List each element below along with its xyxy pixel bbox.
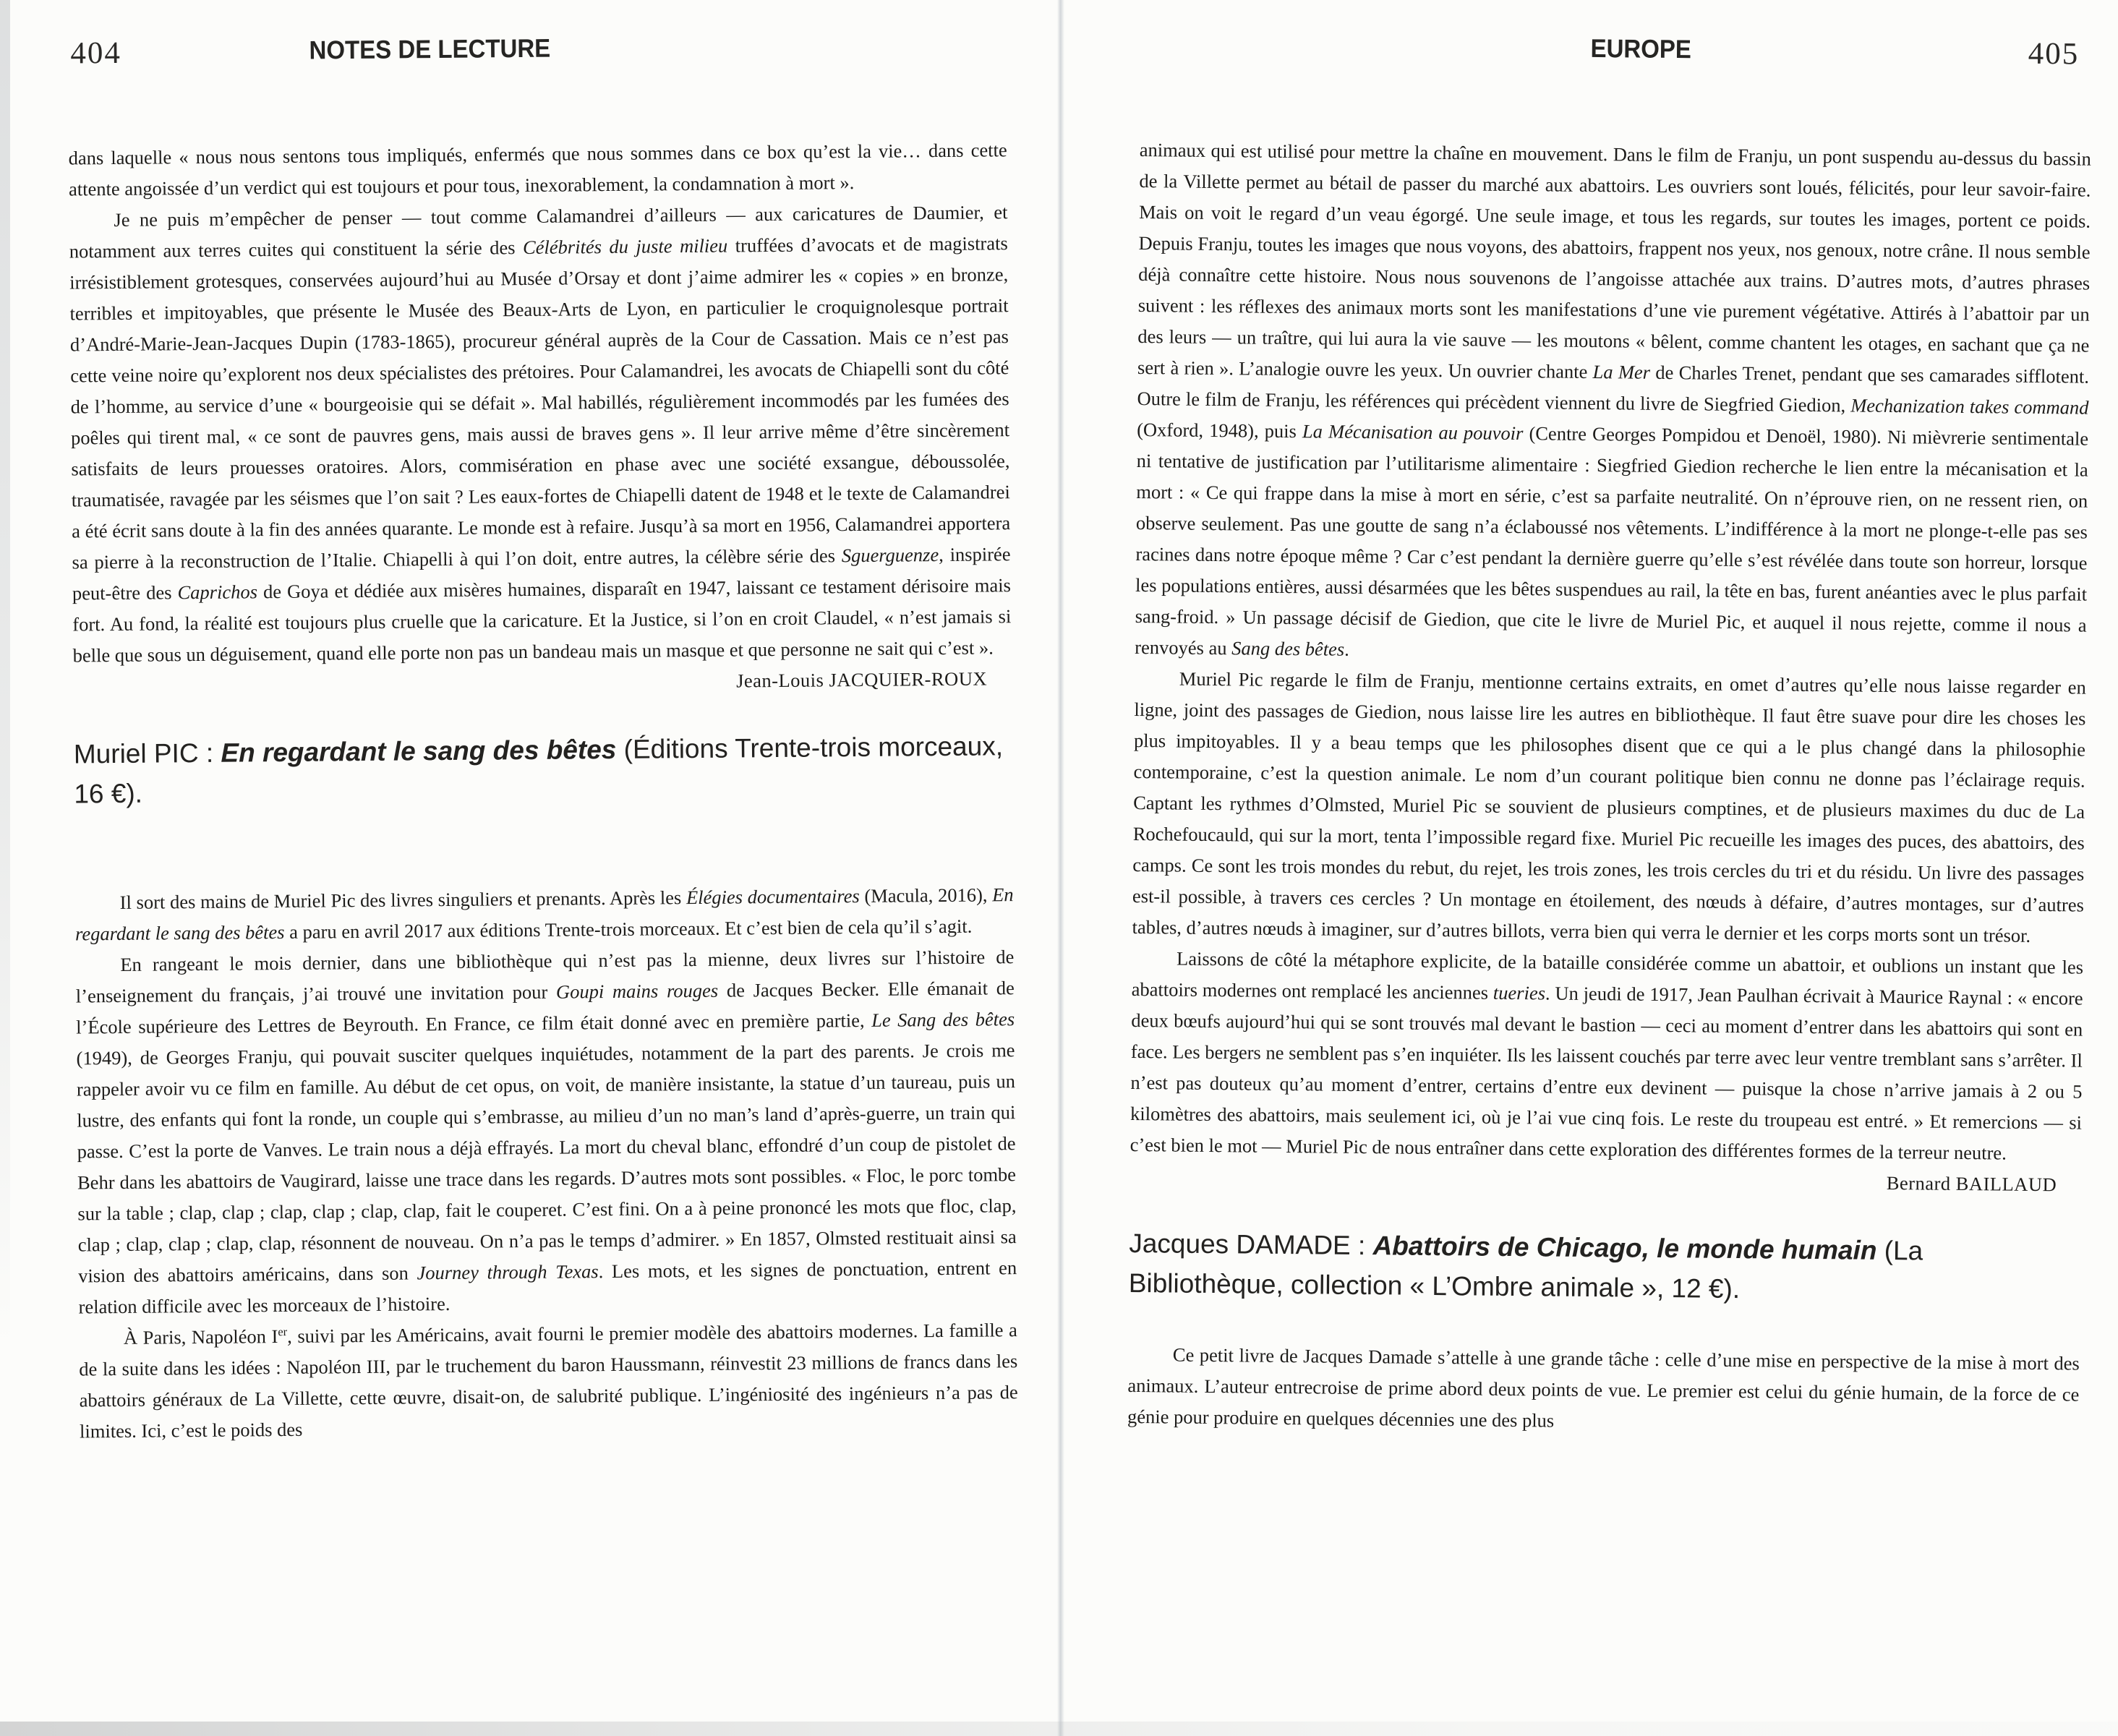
page-right-content bbox=[1059, 27, 2117, 1442]
page-right-running-row bbox=[1140, 27, 2093, 83]
page-right bbox=[1059, 0, 2117, 1736]
review-paragraph: En rangeant le mois dernier, dans une bibliothèque qui n’est pas la mienne, deux livres sur l’histoire de l’enseignement du français, j’ai trouvé une invitation pour Goupi mains rouges de Jacques Becker. Elle émanait de l’École supérieure des Lettres de Beyrouth. En France, ce film était donné avec en première partie, Le Sang des bêtes (1949), de Georges Franju, qui pouvait susciter quelques inquiétudes, notamment de la part des parents. Je crois me rappeler avoir vu ce film en famille. Au début de cet opus, on voit, de manière insistante, la statue d’un taureau, puis un lustre, des enfants qui font la ronde, un couple qui s’embrasse, au milieu d’un no man’s land d’après-guerre, un train qui passe. C’est la porte de Vanves. Le train nous a déjà effrayés. La mort du cheval blanc, effondré d’un coup de pistolet de Behr dans les abattoirs de Vaugirard, laisse une trace dans les regards. D’autres mots sont possibles. « Floc, le porc tombe sur la table ; clap, clap ; clap, clap ; clap, clap, fait le couperet. C’est fini. On a à peine prononcé les mots que floc, clap, clap ; clap, clap ; clap, clap, résonnent de nouveau. On n’a pas le temps d’admirer. » En 1857, Olmsted restituait ainsi sa vision des abattoirs américains, dans son Journey through Texas. Les mots, et les signes de ponctuation, entrent en relation difficile avec les morceaux de l’histoire. bbox=[75, 946, 1017, 1318]
review-heading: Jacques DAMADE : Abattoirs de Chicago, le monde humain (La Bibliothèque, collection « L’Ombre animale », 12 €). bbox=[1128, 1228, 1923, 1304]
review-paragraph: Ce petit livre de Jacques Damade s’attelle à une grande tâche : celle d’une mise en perspective de la mise à mort des animaux. L’auteur entrecroise de prime abord deux points de vue. Le premier est celui du génie humain, de la force de ce génie pour produire en quelques décennies une des plus bbox=[1127, 1343, 2080, 1432]
running-header: EUROPE bbox=[1590, 33, 1692, 64]
page-left-body bbox=[69, 134, 1019, 1447]
review-paragraph: Muriel Pic regarde le film de Franju, mentionne certains extraits, en omet d’autres qu’elle nous laisse regarder en ligne, joint des passages de Giedion, nous laisse lire les autres en bibliothèque. Il faut être suave pour dire les choses les plus impitoyables. Il y a beau temps que les philosophes disent que ce qui a le plus changé dans la philosophie contemporaine, c’est la question animale. Le nom d’un courant politique bien connu ne donne pas l’éclairage requis. Captant les rythmes d’Olmsted, Muriel Pic se souvient de plusieurs comptines, et de plusieurs maximes du duc de La Rochefoucauld, qui sur la mort, tenta l’impossible regard fixe. Muriel Pic recueille les images des puces, des abattoirs, des camps. Ce sont les trois mondes du rebut, du rejet, les trois zones, les trois cercles du tri et du résidu. Un livre des passages est-il possible, à travers ces cercles ? Un montage en étoilement, des nœuds à défaire, d’autres montages, sur d’autres tables, d’autres nœuds à imaginer, sur d’autres billots, verra bien qui verra le dernier et les corps morts sont un trésor. bbox=[1132, 667, 2086, 946]
article-paragraph: Je ne puis m’empêcher de penser — tout comme Calamandrei d’ailleurs — aux caricatures de Daumier, et notamment aux terres cuites qui constituent la série des Célébrités du juste milieu truffées d’avocats et de magistrats irrésistiblement grotesques, conservées aujourd’hui au Musée d’Orsay et dont j’aime admirer les « copies » en bronze, terribles et impitoyables, que présente le Musée des Beaux-Arts de Lyon, en particulier le croquignolesque portrait d’André-Marie-Jean-Jacques Dupin (1783-1865), procureur général auprès de la Cour de Cassation. Mais ce n’est pas cette veine noire qu’explorent nos deux spécialistes des prétoires. Pour Calamandrei, les avocats de Chiapelli sont du côté de l’homme, au service d’une « bourgeoisie qui se défait ». Mal habillés, régulièrement incommodés par les fumées des poêles qui tirent mal, « ce sont de pauvres gens, mais aussi de braves gens ». Il leur arrive même d’être sincèrement satisfaits de leurs prouesses oratoires. Alors, commisération en phase avec une société exsangue, déboussolée, traumatisée, ravagée par les séismes que l’on sait ? Les eaux-fortes de Chiapelli datent de 1948 et le texte de Calamandrei a été écrit sans doute à la fin des années quarante. Le monde est à refaire. Jusqu’à sa mort en 1956, Calamandrei apportera sa pierre à la reconstruction de l’Italie. Chiapelli à qui l’on doit, entre autres, la célèbre série des Sguerguenze, inspirée peut-être des Caprichos de Goya et dédiée aux misères humaines, disparaît en 1947, laissant ce testament dérisoire mais fort. Au fond, la réalité est toujours plus cruelle que la caricature. Et la Justice, si l’on en croit Claudel, « n’est jamais si belle que sous un déguisement, quand elle porte non pas un bandeau mais un masque et que personne ne sait qui c’est ». bbox=[69, 201, 1012, 667]
review-paragraph: À Paris, Napoléon Ier, suivi par les Américains, avait fourni le premier modèle des abattoirs modernes. La famille a de la suite dans les idées : Napoléon III, par le truchement du baron Haussmann, réinvestit 23 millions de francs dans les abattoirs généraux de La Villette, cette œuvre, disait-on, de salubrité publique. L’ingéniosité des ingénieurs n’a pas de limites. Ici, c’est le poids des bbox=[79, 1319, 1018, 1442]
page-number: 405 bbox=[2028, 36, 2080, 72]
reviewer-signature: Bernard BAILLAUD bbox=[1886, 1172, 2057, 1196]
page-left-content bbox=[0, 27, 1059, 1448]
article-paragraph: dans laquelle « nous nous sentons tous impliqués, enfermés que nous sommes dans ce box qu’est la vie… dans cette attente angoissée d’un verdict qui est toujours et pour tous, inexorablement, la condamnation à mort ». bbox=[68, 139, 1007, 200]
page-number: 404 bbox=[70, 35, 122, 71]
review-heading: Muriel PIC : En regardant le sang des bêtes (Éditions Trente-trois morceaux, 16 €). bbox=[73, 731, 1004, 809]
review-paragraph: animaux qui est utilisé pour mettre la chaîne en mouvement. Dans le film de Franju, un pont suspendu au-dessus du bassin de la Villette permet au bétail de passer du marché aux abattoirs. Les ouvriers sont loués, félicités, pour leur savoir-faire. Mais on voit le regard d’un veau égorgé. Une seule image, et tous les regards, sur toutes les images, portent ce poids. Depuis Franju, toutes les images que nous voyons, des abattoirs, frappent nos yeux, nos genoux, notre crâne. Il nous semble déjà connaître cette histoire. Nous nous souvenons de l’angoisse attachée aux trains. D’autres mots, d’autres phrases suivent : les réflexes des animaux morts sont les manifestations d’une vie purement végétative. Attirés à l’abattoir par un des leurs — un traître, qui lui aura la vie sauve — les moutons « bêlent, comme chantent les otages, en sachant que ça ne sert à rien ». L’analogie ouvre les yeux. Un ouvrier chante La Mer de Charles Trenet, pendant que ses camarades sifflotent. Outre le film de Franju, les références qui précèdent viennent du livre de Siegfried Giedion, Mechanization takes command (Oxford, 1948), puis La Mécanisation au pouvoir (Centre Georges Pompidou et Denoël, 1980). Ni mièvrerie sentimentale ni tentative de justification par l’utilitarisme alimentaire : Siegfried Giedion recherche le lien entre la mécanisation et la mort : « Ce qui frappe dans la mise à mort en série, c’est sa parfaite neutralité. On n’éprouve rien, on ne ressent rien, on observe seulement. Pas une goutte de sang n’a éclaboussé nos vêtements. L’indifférence à la mort ne plonge-t-elle pas ses racines dans notre époque même ? Car c’est pendant la dernière guerre qu’elle s’est révélée dans toute son horreur, lorsque les populations entières, aussi désarmées que les bêtes suspendues au rail, la tête en bas, furent anéanties avec le plus parfait sang-froid. » Un passage décisif de Giedion, que cite le livre de Muriel Pic, et auquel il nous rejette, comme il nous a renvoyés au Sang des bêtes. bbox=[1135, 139, 2091, 660]
page-right-body bbox=[1127, 134, 2091, 1442]
page-left-running-row bbox=[67, 27, 1007, 82]
review-paragraph: Il sort des mains de Muriel Pic des livres singuliers et prenants. Après les Élégies documentaires (Macula, 2016), En regardant le sang des bêtes a paru en avril 2017 aux éditions Trente-trois morceaux. Et c’est bien de cela qu’il s’agit. bbox=[74, 884, 1014, 945]
reviewer-signature: Jean-Louis JACQUIER-ROUX bbox=[735, 667, 988, 692]
review-paragraph: Laissons de côté la métaphore explicite, de la bataille considérée comme un abattoir, et oublions un instant que les abattoirs modernes ont remplacé les anciennes tueries. Un jeudi de 1917, Jean Paulhan écrivait à Maurice Raynal : « encore deux bœufs aujourd’hui qui se sont trouvés mal devant le bastion — ceci au moment d’entrer dans les abattoirs qui sont en face. Les bergers ne semblent pas s’en inquiéter. Ils les laissent couchés par terre avec leur ventre tremblant sans s’arrêter. Il n’est pas douteux qu’au moment d’entrer, certains d’entre eux devinent — puisque la chose n’arrive jamais à 2 ou 5 kilomètres des abattoirs, mais seulement ici, où je l’ai vue cinq fois. Le reste du troupeau est entré. » Et remercions — si c’est bien le mot — Muriel Pic de nous entraîner dans cette exploration des différentes formes de la terreur neutre. bbox=[1130, 947, 2084, 1164]
running-header: NOTES DE LECTURE bbox=[309, 33, 551, 65]
